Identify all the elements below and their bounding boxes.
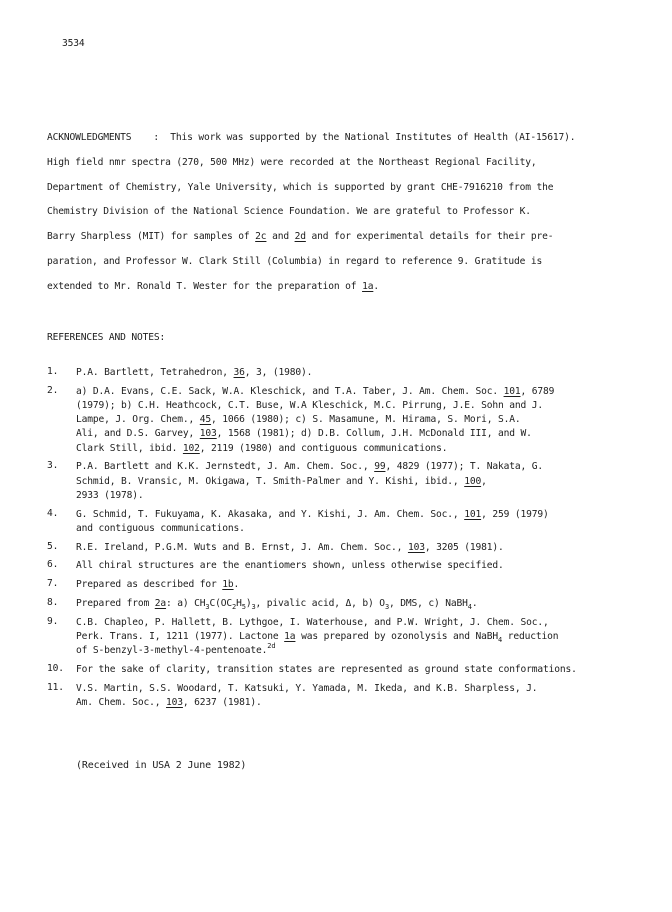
compound-ref: 2a bbox=[154, 598, 167, 609]
subscript: 5 bbox=[241, 603, 246, 611]
reference-item bbox=[47, 578, 647, 592]
ref-text: V.S. Martin, S.S. Woodard, T. Katsuki, Y. Yamada, M. Ikeda, and K.B. Sharpless, J. bbox=[76, 682, 538, 694]
ref-text: . bbox=[233, 579, 240, 591]
reference-item bbox=[47, 366, 647, 380]
subscript: 3 bbox=[205, 603, 210, 611]
reference-item bbox=[47, 616, 647, 659]
ref-text: , 6237 (1981). bbox=[182, 697, 262, 708]
reference-line bbox=[76, 616, 647, 630]
ref-text: Schmid, B. Vransic, M. Okigawa, T. Smith-Palmer and Y. Kishi, ibid., bbox=[76, 475, 465, 487]
volume-number: 99 bbox=[374, 461, 386, 473]
ack-text: This work was supported by the National Institutes of Health (AI-15617). bbox=[170, 132, 576, 143]
ack-text: and for experimental details for their pre- bbox=[305, 231, 554, 243]
acknowledgments-section bbox=[47, 131, 647, 305]
ref-text: , 2119 (1980) and contiguous communications. bbox=[199, 442, 448, 454]
subscript: 4 bbox=[497, 636, 503, 644]
ref-text: R.E. Ireland, P.G.M. Wuts and B. Ernst, J. Am. Chem. Soc., bbox=[76, 541, 408, 553]
ref-text: , 6789 bbox=[520, 385, 555, 397]
ack-text: Department of Chemistry, Yale University, which is supported by grant CHE-7916210 from the bbox=[47, 181, 554, 193]
acknowledgments-line bbox=[47, 181, 647, 206]
reference-number: 1. bbox=[47, 366, 59, 377]
ref-text: , 4829 (1977); T. Nakata, G. bbox=[385, 461, 543, 473]
ref-text: . bbox=[471, 598, 478, 609]
ref-text: Prepared from bbox=[76, 598, 155, 609]
ref-text: G. Schmid, T. Fukuyama, K. Akasaka, and Y. Kishi, J. Am. Chem. Soc., bbox=[76, 508, 465, 520]
ref-text: a) D.A. Evans, C.E. Sack, W.A. Kleschick, and T.A. Taber, J. Am. Chem. Soc. bbox=[76, 385, 504, 397]
ref-text: , 1568 (1981); d) D.B. Collum, J.H. McDonald III, and W. bbox=[216, 428, 532, 440]
acknowledgments-heading: ACKNOWLEDGMENTS bbox=[47, 132, 132, 143]
ref-text: Prepared as described for bbox=[76, 579, 223, 591]
ref-text: ) bbox=[245, 598, 252, 609]
reference-item bbox=[47, 460, 647, 503]
volume-number: 36 bbox=[233, 367, 245, 378]
reference-number: 5. bbox=[47, 540, 59, 552]
ref-text: : a) CH bbox=[166, 598, 206, 609]
reference-item bbox=[47, 663, 647, 677]
ref-text: Am. Chem. Soc., bbox=[76, 697, 167, 708]
reference-line bbox=[76, 696, 647, 710]
ack-text: paration, and Professor W. Clark Still (Columbia) in regard to reference 9. Gratitude is bbox=[47, 255, 543, 267]
ref-text: All chiral structures are the enantiomers shown, unless otherwise specified. bbox=[76, 560, 504, 572]
ref-text: Ali, and D.S. Garvey, bbox=[76, 428, 200, 440]
subscript: 2 bbox=[232, 603, 237, 611]
reference-line bbox=[76, 663, 647, 677]
compound-ref: 1a bbox=[284, 631, 296, 642]
ref-text: Clark Still, ibid. bbox=[76, 442, 183, 454]
received-date: (Received in USA 2 June 1982) bbox=[76, 760, 247, 771]
ref-text: C(OC bbox=[209, 598, 233, 609]
ref-text: , 3205 (1981). bbox=[424, 541, 504, 553]
acknowledgments-line bbox=[47, 255, 647, 280]
reference-line bbox=[76, 522, 647, 536]
compound-ref: 2c bbox=[255, 231, 267, 243]
page-number: 3534 bbox=[62, 38, 85, 49]
reference-number: 4. bbox=[47, 507, 59, 519]
reference-item bbox=[47, 508, 647, 536]
acknowledgments-line bbox=[47, 205, 647, 230]
acknowledgments-line bbox=[47, 230, 647, 255]
reference-number: 7. bbox=[47, 578, 59, 590]
volume-number: 45 bbox=[199, 414, 212, 426]
ref-text: was prepared by ozonolysis and NaBH bbox=[295, 631, 498, 642]
reference-line bbox=[76, 508, 647, 522]
ref-text: , pivalic acid, Δ, b) O bbox=[255, 598, 385, 609]
reference-number: 10. bbox=[47, 663, 64, 674]
subscript: 3 bbox=[251, 603, 256, 611]
ref-text: Lampe, J. Org. Chem., bbox=[76, 414, 200, 426]
ref-text: , 259 (1979) bbox=[481, 508, 549, 520]
ack-text: . bbox=[373, 280, 379, 292]
reference-item bbox=[47, 541, 647, 555]
reference-number: 9. bbox=[47, 615, 59, 627]
reference-line bbox=[76, 489, 647, 503]
references-heading: REFERENCES AND NOTES: bbox=[47, 332, 166, 343]
reference-item bbox=[47, 597, 647, 611]
reference-item bbox=[47, 559, 647, 573]
ref-text: reduction bbox=[502, 631, 559, 642]
ref-text: Perk. Trans. I, 1211 (1977). Lactone bbox=[76, 631, 285, 642]
reference-item bbox=[47, 385, 647, 456]
reference-number: 2. bbox=[47, 384, 59, 396]
ref-text: 2933 (1978). bbox=[76, 489, 144, 501]
reference-line bbox=[76, 559, 647, 573]
ref-text: H bbox=[236, 598, 242, 609]
acknowledgments-line bbox=[47, 280, 647, 305]
compound-ref: 1b bbox=[222, 579, 234, 591]
reference-item bbox=[47, 682, 647, 710]
reference-number: 3. bbox=[47, 460, 59, 472]
references-list bbox=[47, 366, 647, 715]
volume-number: 103 bbox=[199, 428, 217, 440]
ack-text: High field nmr spectra (270, 500 MHz) were recorded at the Northeast Regional Facility, bbox=[47, 156, 537, 168]
reference-number: 11. bbox=[47, 681, 64, 693]
volume-number: 101 bbox=[464, 508, 482, 520]
volume-number: 103 bbox=[166, 697, 183, 708]
ref-text: C.B. Chapleo, P. Hallett, B. Lythgoe, I. Waterhouse, and P.W. Wright, J. Chem. Soc., bbox=[76, 616, 549, 628]
reference-line bbox=[76, 399, 647, 413]
ref-text: , bbox=[481, 475, 487, 487]
ack-text: Chemistry Division of the National Science Foundation. We are grateful to Professor K. bbox=[47, 206, 531, 218]
reference-line bbox=[76, 413, 647, 427]
reference-line bbox=[76, 442, 647, 456]
acknowledgments-line bbox=[47, 131, 647, 156]
ack-text: extended to Mr. Ronald T. Wester for the preparation of bbox=[47, 280, 363, 292]
reference-line bbox=[76, 630, 647, 644]
ref-text: P.A. Bartlett, Tetrahedron, bbox=[76, 367, 234, 378]
ref-text: For the sake of clarity, transition states are represented as ground state conformations. bbox=[76, 664, 577, 675]
ack-text: and bbox=[266, 231, 295, 243]
reference-line bbox=[76, 597, 647, 611]
compound-ref: 2d bbox=[294, 231, 306, 243]
reference-line bbox=[76, 682, 647, 696]
subscript: 4 bbox=[467, 603, 472, 611]
volume-number: 101 bbox=[503, 385, 521, 397]
ref-text: , 1066 (1980); c) S. Masamune, M. Hirama, S. Mori, S.A. bbox=[211, 414, 521, 426]
acknowledgments-line bbox=[47, 156, 647, 181]
reference-line bbox=[76, 475, 647, 489]
acknowledgments-separator: : bbox=[153, 132, 160, 143]
reference-line bbox=[76, 460, 647, 474]
ref-text: , 3, (1980). bbox=[244, 367, 313, 378]
ref-text: P.A. Bartlett and K.K. Jernstedt, J. Am. Chem. Soc., bbox=[76, 461, 375, 473]
reference-line bbox=[76, 385, 647, 399]
reference-line bbox=[76, 366, 647, 380]
superscript: 2d bbox=[267, 642, 276, 651]
ack-text: Barry Sharpless (MIT) for samples of bbox=[47, 231, 256, 243]
reference-line bbox=[76, 578, 647, 592]
ref-text: , DMS, c) NaBH bbox=[389, 598, 468, 609]
ref-text: of S-benzyl-3-methyl-4-pentenoate. bbox=[76, 645, 268, 657]
reference-line bbox=[76, 541, 647, 555]
volume-number: 100 bbox=[464, 475, 482, 487]
reference-line bbox=[76, 427, 647, 441]
volume-number: 103 bbox=[407, 541, 425, 553]
volume-number: 102 bbox=[182, 442, 200, 454]
subscript: 3 bbox=[384, 603, 390, 611]
reference-number: 8. bbox=[47, 597, 59, 608]
ref-text: and contiguous communications. bbox=[76, 522, 245, 534]
compound-ref: 1a bbox=[362, 280, 374, 292]
reference-line bbox=[76, 644, 647, 658]
reference-number: 6. bbox=[47, 559, 59, 571]
ref-text: (1979); b) C.H. Heathcock, C.T. Buse, W.A Kleschick, M.C. Pirrung, J.E. Sohn and J. bbox=[76, 400, 543, 411]
